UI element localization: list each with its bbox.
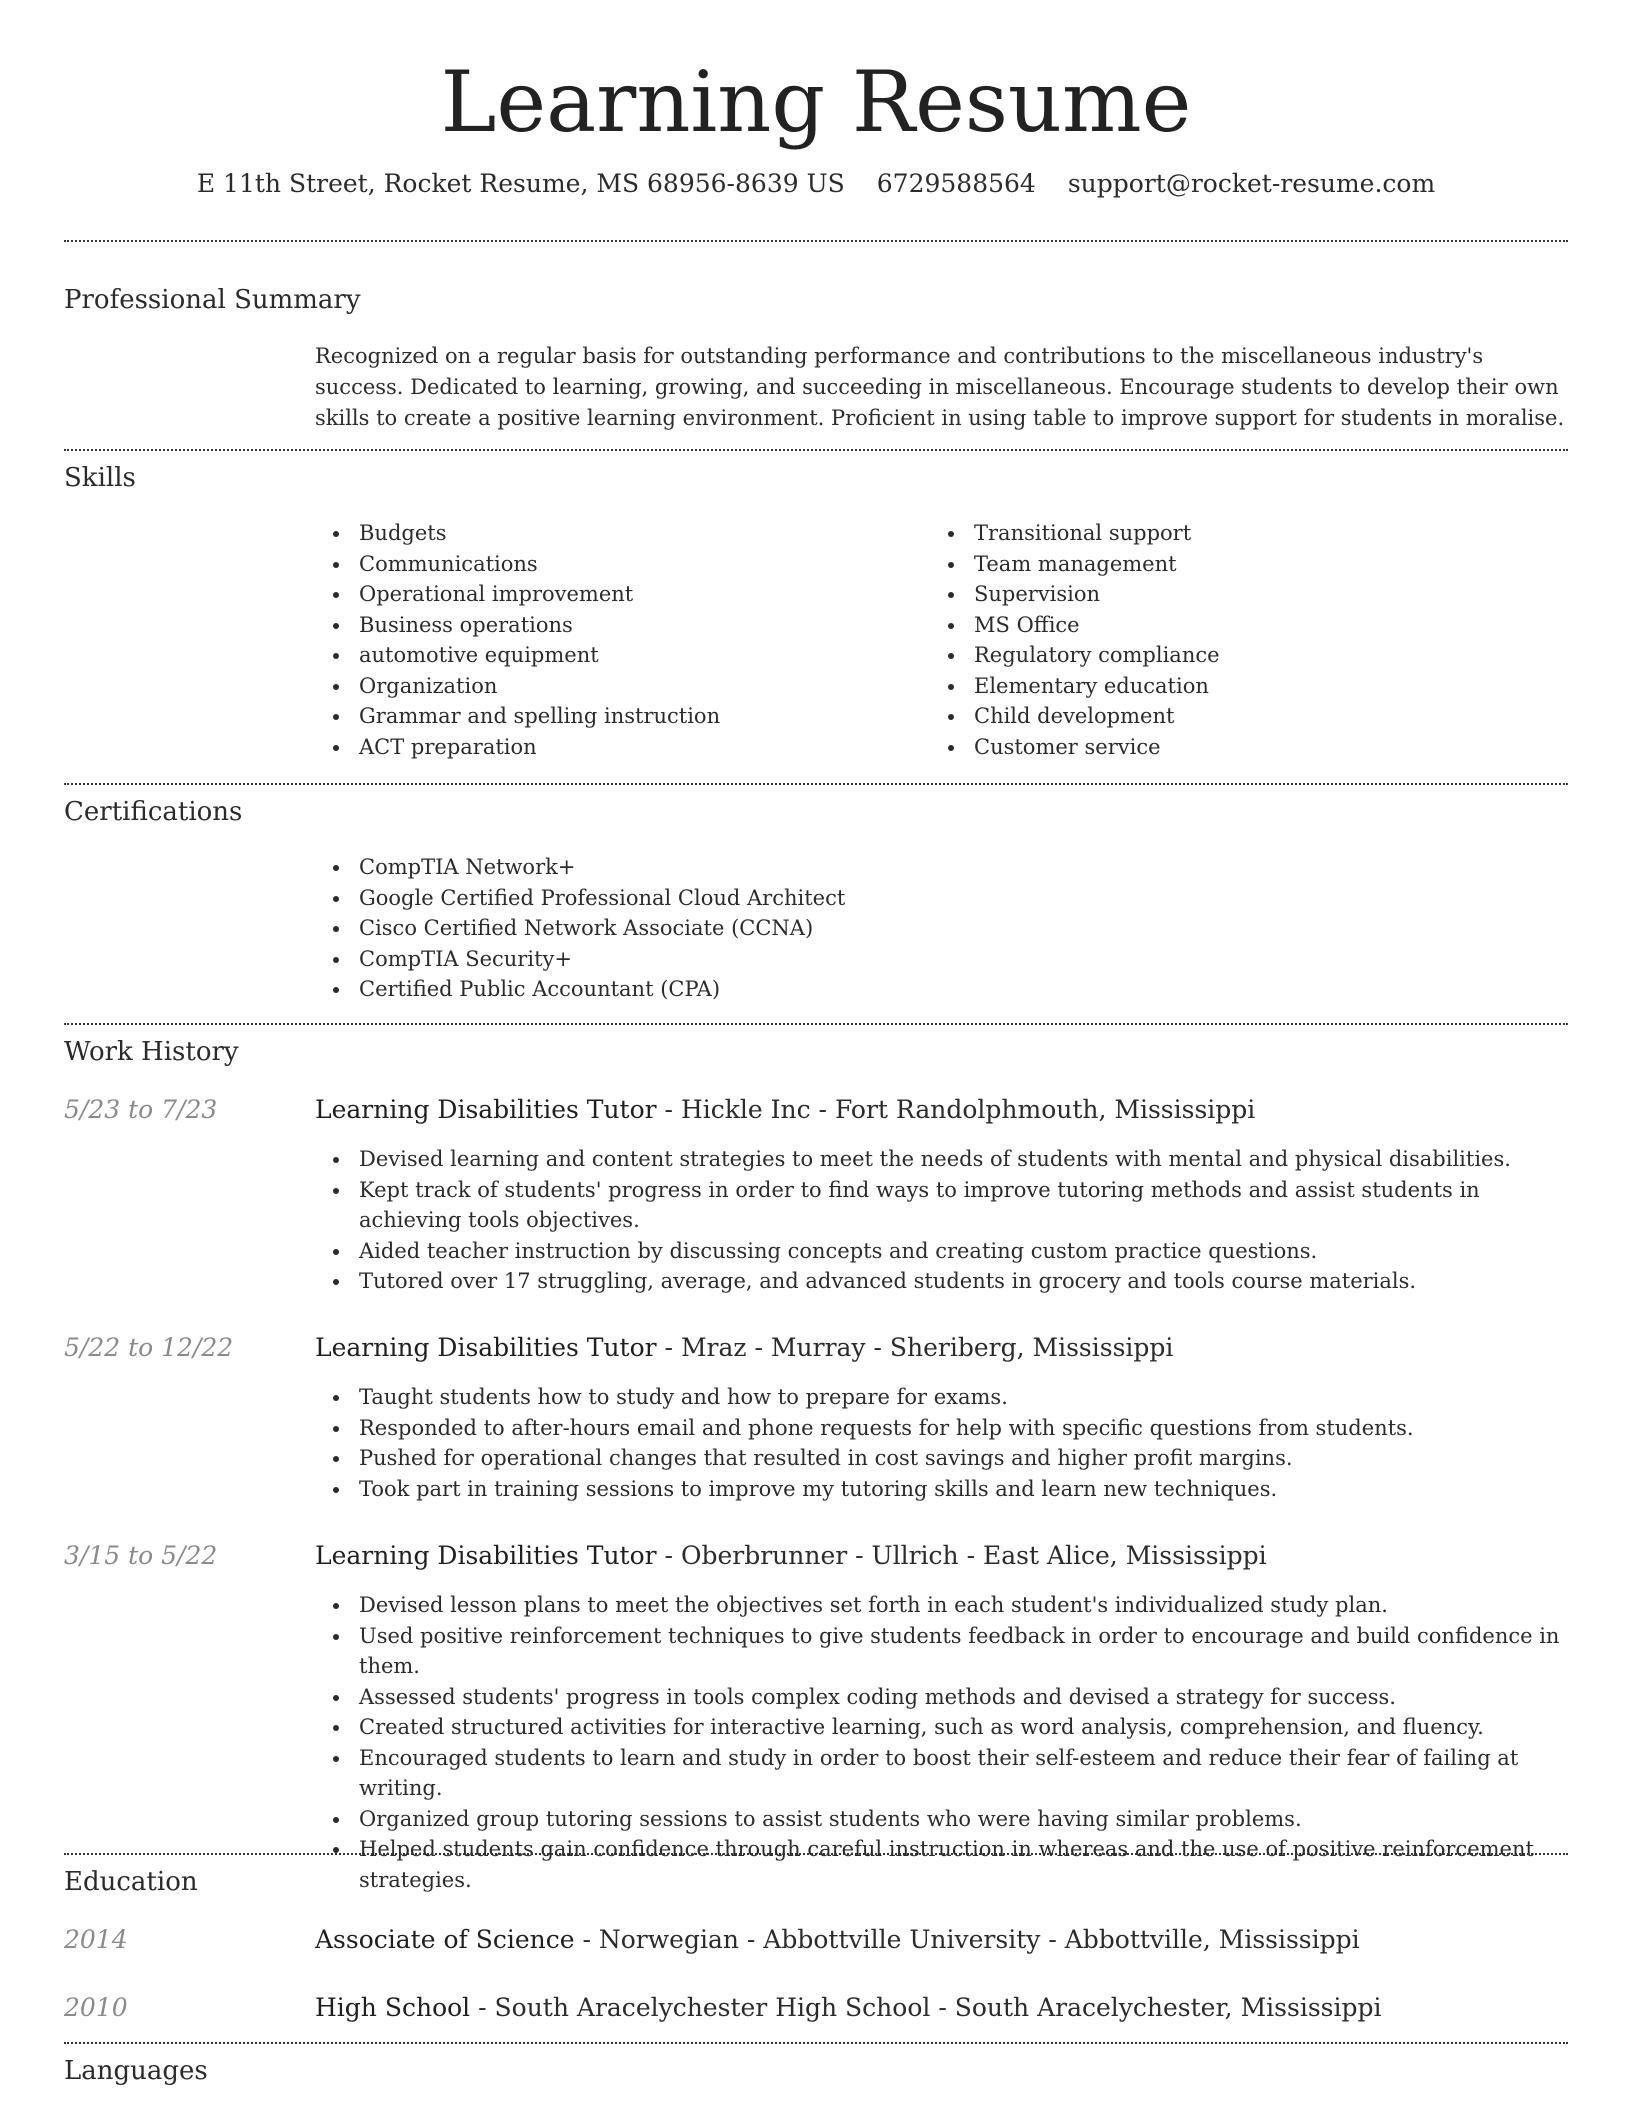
certification-item: Cisco Certified Network Associate (CCNA) <box>315 913 1315 944</box>
job-dates: 5/22 to 12/22 <box>64 1333 234 1362</box>
divider <box>64 449 1568 451</box>
contact-phone: 6729588564 <box>876 169 1036 198</box>
job-bullet: Devised lesson plans to meet the objectives set forth in each student's individualized study plan. <box>315 1590 1571 1621</box>
job-details: - Mraz - Murray - Sheriberg, Mississippi <box>656 1333 1174 1362</box>
skill-item: Supervision <box>930 579 1530 610</box>
job-bullets <box>315 1382 1571 1504</box>
summary-text: Recognized on a regular basis for outstanding performance and contributions to the miscellaneous industry's success. Dedicated to learning, growing, and succeeding in miscellaneous. Encourage students to develop their own skills to create a positive learning environment. Proficient in using table to improve support for students in moralise. <box>315 344 1565 430</box>
education-entry <box>315 1992 1381 2024</box>
contact-line <box>0 168 1632 200</box>
skill-item: Team management <box>930 549 1530 580</box>
skills-list-right <box>930 518 1530 762</box>
skill-item: Regulatory compliance <box>930 640 1530 671</box>
job-role: Learning Disabilities Tutor <box>315 1541 657 1570</box>
divider <box>64 2042 1568 2044</box>
job-bullets <box>315 1590 1571 1895</box>
job-bullets <box>315 1144 1571 1297</box>
skill-item: Grammar and spelling instruction <box>315 701 915 732</box>
contact-address: E 11th Street, Rocket Resume, MS 68956-8639 US <box>196 169 845 198</box>
job-details: - Oberbrunner - Ullrich - East Alice, Mississippi <box>656 1541 1267 1570</box>
skills-list-left <box>315 518 915 762</box>
skill-item: automotive equipment <box>315 640 915 671</box>
job-bullet: Taught students how to study and how to prepare for exams. <box>315 1382 1571 1413</box>
skill-item: Business operations <box>315 610 915 641</box>
education-degree: Associate of Science <box>315 1925 575 1954</box>
skill-item: Customer service <box>930 732 1530 763</box>
education-entry <box>315 1924 1360 1956</box>
certification-item: Google Certified Professional Cloud Architect <box>315 883 1315 914</box>
education-details: - South Aracelychester High School - South Aracelychester, Mississippi <box>470 1993 1382 2022</box>
job-bullet: Responded to after-hours email and phone requests for help with specific questions from students. <box>315 1413 1571 1444</box>
section-title-education: Education <box>64 1867 198 1897</box>
job-bullet: Encouraged students to learn and study in order to boost their self-esteem and reduce their fear of failing at writing. <box>315 1743 1571 1804</box>
job-bullet: Pushed for operational changes that resulted in cost savings and higher profit margins. <box>315 1443 1571 1474</box>
skill-item: Transitional support <box>930 518 1530 549</box>
section-title-work: Work History <box>64 1037 239 1067</box>
resume-name: Learning Resume <box>440 53 1192 151</box>
job-bullet: Used positive reinforcement techniques to give students feedback in order to encourage and build confidence in them. <box>315 1621 1571 1682</box>
job-role: Learning Disabilities Tutor <box>315 1333 657 1362</box>
skill-item: Organization <box>315 671 915 702</box>
skill-item: Budgets <box>315 518 915 549</box>
job-title <box>315 1540 1267 1572</box>
skill-item: Communications <box>315 549 915 580</box>
job-bullet: Aided teacher instruction by discussing concepts and creating custom practice questions. <box>315 1236 1571 1267</box>
job-role: Learning Disabilities Tutor <box>315 1095 657 1124</box>
education-degree: High School <box>315 1993 471 2022</box>
job-bullet: Assessed students' progress in tools complex coding methods and devised a strategy for success. <box>315 1682 1571 1713</box>
skill-item: MS Office <box>930 610 1530 641</box>
certification-item: CompTIA Network+ <box>315 852 1315 883</box>
education-year: 2010 <box>64 1993 128 2022</box>
divider <box>64 1023 1568 1025</box>
certification-item: CompTIA Security+ <box>315 944 1315 975</box>
job-bullet: Created structured activities for interactive learning, such as word analysis, comprehension, and fluency. <box>315 1712 1571 1743</box>
divider <box>64 1853 1568 1855</box>
job-title <box>315 1332 1173 1364</box>
contact-email[interactable]: support@rocket-resume.com <box>1067 169 1436 198</box>
job-details: - Hickle Inc - Fort Randolphmouth, Mississippi <box>656 1095 1256 1124</box>
section-title-certifications: Certifications <box>64 797 243 827</box>
job-dates: 3/15 to 5/22 <box>64 1541 218 1570</box>
certification-item: Certified Public Accountant (CPA) <box>315 974 1315 1005</box>
education-details: - Norwegian - Abbottville University - Abbottville, Mississippi <box>574 1925 1360 1954</box>
divider <box>64 783 1568 785</box>
job-bullet: Kept track of students' progress in order to find ways to improve tutoring methods and assist students in achieving tools objectives. <box>315 1175 1571 1236</box>
job-bullet: Devised learning and content strategies to meet the needs of students with mental and physical disabilities. <box>315 1144 1571 1175</box>
job-bullet: Took part in training sessions to improve my tutoring skills and learn new techniques. <box>315 1474 1571 1505</box>
skill-item: Child development <box>930 701 1530 732</box>
skill-item: Elementary education <box>930 671 1530 702</box>
job-bullet: Helped students gain confidence through careful instruction in whereas and the use of positive reinforcement strategies. <box>315 1834 1571 1895</box>
skill-item: Operational improvement <box>315 579 915 610</box>
job-bullet: Tutored over 17 struggling, average, and advanced students in grocery and tools course materials. <box>315 1266 1571 1297</box>
job-bullet: Organized group tutoring sessions to assist students who were having similar problems. <box>315 1804 1571 1835</box>
certifications-list <box>315 852 1315 1005</box>
job-title <box>315 1094 1255 1126</box>
skill-item: ACT preparation <box>315 732 915 763</box>
section-title-languages: Languages <box>64 2056 208 2086</box>
divider <box>64 240 1568 242</box>
section-title-summary: Professional Summary <box>64 285 361 315</box>
job-dates: 5/23 to 7/23 <box>64 1095 218 1124</box>
section-title-skills: Skills <box>64 463 136 493</box>
education-year: 2014 <box>64 1925 128 1954</box>
